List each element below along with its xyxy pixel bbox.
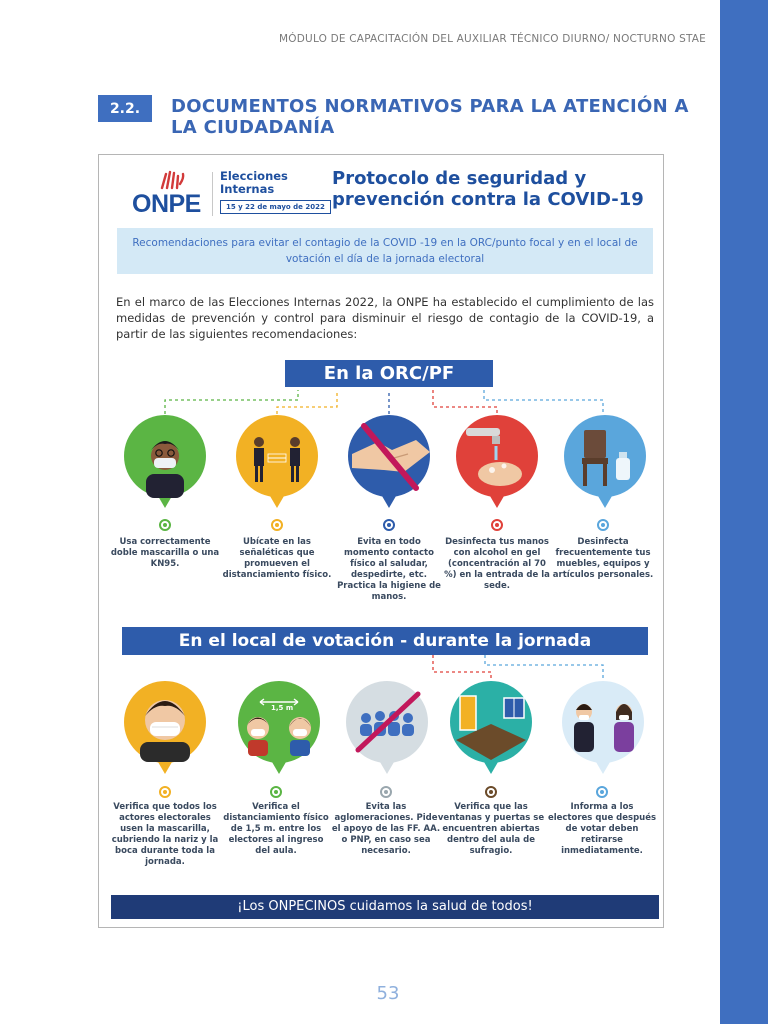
orc-caption-handshake: Evita en todo momento contacto físico al saludar, despedirte, etc. Practica la higiene de manos. [337, 537, 441, 602]
no-crowds-icon [342, 680, 432, 780]
logo-event: Elecciones Internas [220, 169, 288, 196]
voting-caption-crowds: Evita las aglomeraciones. Pide el apoyo de las FF. AA. o PNP, en caso sea necesario. [331, 802, 441, 856]
open-windows-icon [446, 680, 536, 780]
voting-item-windows [446, 680, 536, 780]
recommendation-box: Recomendaciones para evitar el contagio de la COVID -19 en la ORC/punto focal y en el local de votación el día de la jornada electoral [117, 228, 653, 274]
page-number: 53 [376, 983, 400, 1004]
voting-caption-mask: Verifica que todos los actores electorales usen la mascarilla, cubriendo la nariz y la boca durante toda la jornada. [111, 802, 219, 867]
voting-section-title: En el local de votación - durante la jornada [122, 627, 648, 655]
voters-leave-icon [558, 680, 648, 780]
voting-caption-distance: Verifica el distanciamiento físico de 1,5 m. entre los electores al ingreso del aula. [223, 802, 329, 856]
protocol-title: Protocolo de seguridad y prevención contra la COVID-19 [332, 168, 644, 210]
logo-wordmark: ONPE [132, 190, 201, 218]
section-number: 2.2. [98, 95, 152, 122]
orc-caption-sanitizer: Desinfecta tus manos con alcohol en gel (concentración al 70 %) en la entrada de la sede. [444, 537, 550, 591]
voting-caption-windows: Verifica que las ventanas y puertas se encuentren abiertas dentro del aula de sufragio. [437, 802, 545, 856]
section-title: DOCUMENTOS NORMATIVOS PARA LA ATENCIÓN A LA CIUDADANÍA [171, 96, 689, 138]
slogan-band: ¡Los ONPECINOS cuidamos la salud de todos! [111, 895, 659, 919]
voting-item-leave [558, 680, 648, 780]
orc-caption-furniture: Desinfecta frecuentemente tus muebles, equipos y artículos personales. [552, 537, 654, 580]
orc-section-title: En la ORC/PF [285, 360, 493, 387]
logo-dates: 15 y 22 de mayo de 2022 [220, 200, 331, 214]
orc-caption-distance: Ubícate en las señaléticas que promueven el distanciamiento físico. [222, 537, 332, 580]
distance-voters-icon [234, 680, 324, 780]
masked-worker-icon [120, 680, 210, 780]
voting-item-distance [234, 680, 324, 780]
intro-paragraph: En el marco de las Elecciones Internas 2022, la ONPE ha establecido el cumplimiento de las medidas de prevención y control para disminuir el riesgo de contagio de la COVID-19, a partir de las siguientes recomendaciones: [116, 295, 654, 341]
running-header: MÓDULO DE CAPACITACIÓN DEL AUXILIAR TÉCNICO DIURNO/ NOCTURNO STAE [279, 33, 706, 45]
voting-item-mask [120, 680, 210, 780]
voting-item-crowds [342, 680, 432, 780]
orc-caption-mask: Usa correctamente doble mascarilla o una KN95. [110, 537, 220, 569]
distance-label: 1,5 m [271, 704, 294, 712]
voting-caption-leave: Informa a los electores que después de votar deben retirarse inmediatamente. [547, 802, 657, 856]
